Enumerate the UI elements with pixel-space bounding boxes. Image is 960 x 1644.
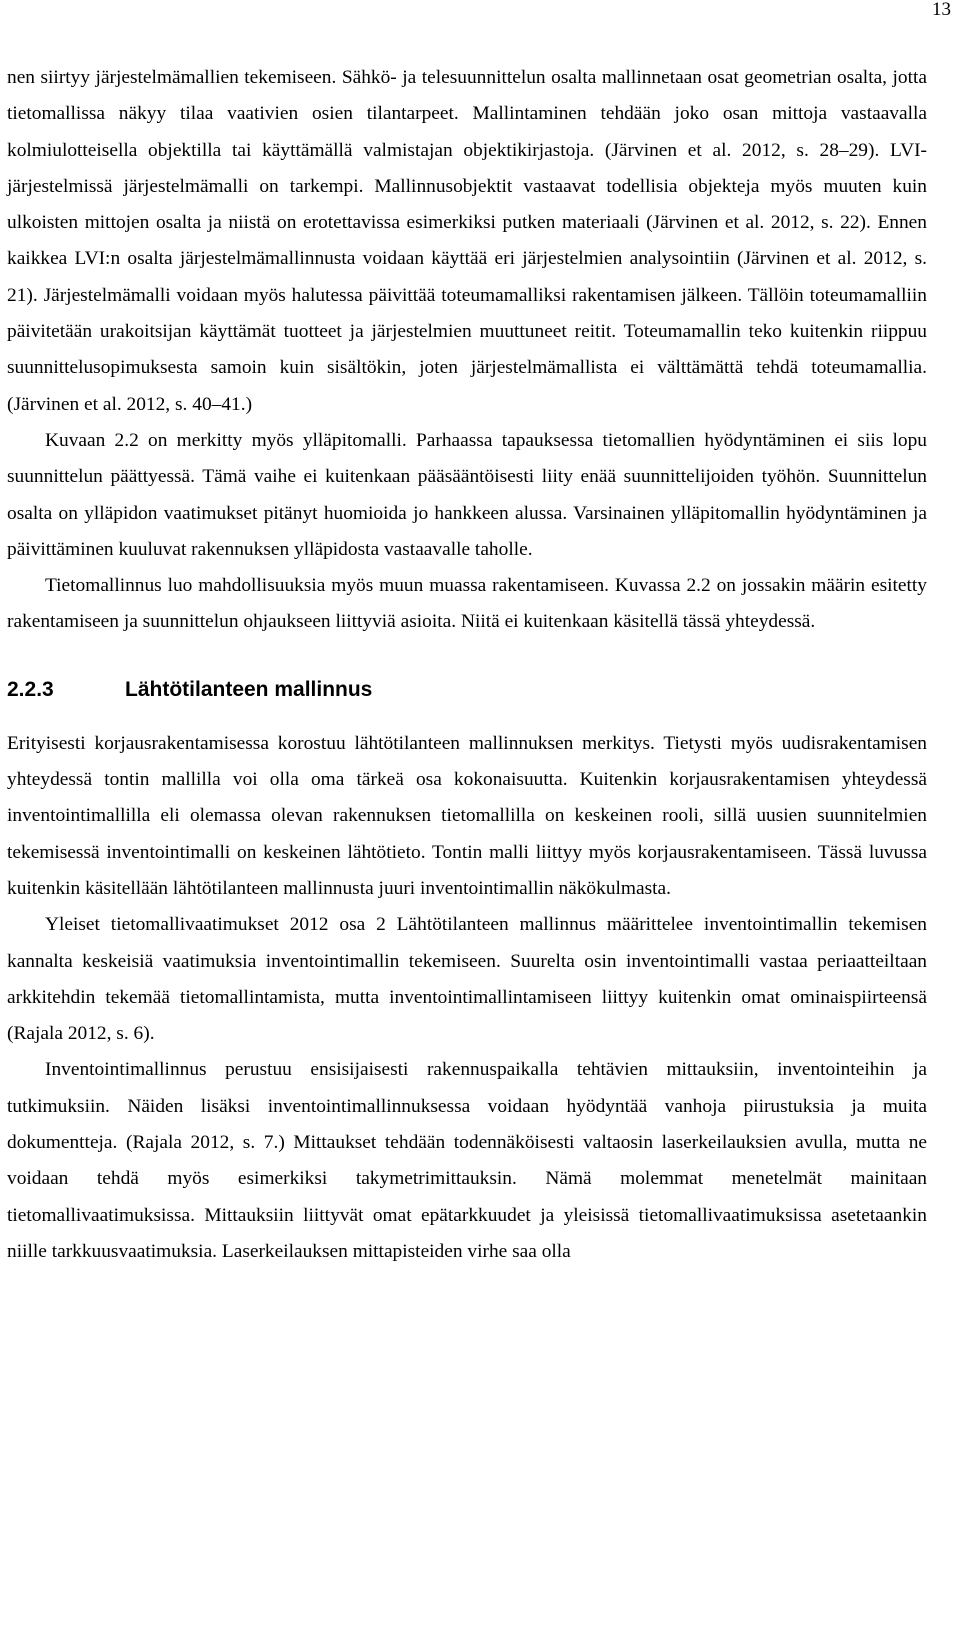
paragraph: Inventointimallinnus perustuu ensisijaisesti rakennuspaikalla tehtävien mittauksiin, inventointeihin ja tutkimuksiin. Näiden lisäksi inventointimallinnuksessa voidaan hyödyntää vanhoja piirustuksia ja muita dokumentteja. (Rajala 2012, s. 7.) Mittaukset tehdään todennäköisesti valtaosin laserkeilauksien avulla, mutta ne voidaan tehdä myös esimerkiksi takymetrimittauksin. Nämä molemmat menetelmät mainitaan tietomallivaatimuksissa. Mittauksiin liittyvät omat epätarkkuudet ja yleisissä tietomallivaatimuksissa asetetaankin niille tarkkuusvaatimuksia. Laserkeilauksen mittapisteiden virhe saa olla <box>7 1059 927 1262</box>
body-text <box>7 60 927 1270</box>
section-number: 2.2.3 <box>7 677 54 701</box>
paragraph: Erityisesti korjausrakentamisessa korostuu lähtötilanteen mallinnuksen merkitys. Tietysti myös uudisrakentamisen yhteydessä tontin mallilla voi olla oma tärkeä osa kokonaisuutta. Kuitenkin korjausrakentamisen yhteydessä inventointimallilla eli olemassa olevan rakennuksen tietomallilla on keskeinen rooli, sillä uusien suunnitelmien tekemisessä inventointimalli on keskeinen lähtötieto. Tontin malli liittyy myös korjausrakentamiseen. Tässä luvussa kuitenkin käsitellään lähtötilanteen mallinnusta juuri inventointimallin näkökulmasta. <box>7 732 927 899</box>
paragraph: Kuvaan 2.2 on merkitty myös ylläpitomalli. Parhaassa tapauksessa tietomallien hyödyntäminen ei siis lopu suunnittelun päättyessä. Tämä vaihe ei kuitenkaan pääsääntöisesti liity enää suunnittelijoiden työhön. Suunnittelun osalta on ylläpidon vaatimukset pitänyt huomioida jo hankkeen alussa. Varsinainen ylläpitomallin hyödyntäminen ja päivittäminen kuuluvat rakennuksen ylläpidosta vastaavalle taholle. <box>7 429 927 560</box>
paragraph: Yleiset tietomallivaatimukset 2012 osa 2 Lähtötilanteen mallinnus määrittelee inventointimallin tekemisen kannalta keskeisiä vaatimuksia inventointimallin tekemiseen. Suurelta osin inventointimalli vastaa periaatteiltaan arkkitehdin tekemää tietomallintamista, mutta inventointimallintamiseen liittyy kuitenkin omat ominaispiirteensä (Rajala 2012, s. 6). <box>7 914 927 1045</box>
paragraph: Tietomallinnus luo mahdollisuuksia myös muun muassa rakentamiseen. Kuvassa 2.2 on jossakin määrin esitetty rakentamiseen ja suunnittelun ohjaukseen liittyviä asioita. Niitä ei kuitenkaan käsitellä tässä yhteydessä. <box>7 575 927 633</box>
section-title: Lähtötilanteen mallinnus <box>125 677 373 701</box>
paragraph: nen siirtyy järjestelmämallien tekemiseen. Sähkö- ja telesuunnittelun osalta mallinnetaan osat geometrian osalta, jotta tietomallissa näkyy tilaa vaativien osien tilantarpeet. Mallintaminen tehdään joko osan mittoja vastaavalla kolmiulotteisella objektilla tai käyttämällä valmistajan objektikirjastoja. (Järvinen et al. 2012, s. 28–29). LVI-järjestelmissä järjestelmämalli on tarkempi. Mallinnusobjektit vastaavat todellisia objekteja myös muuten kuin ulkoisten mittojen osalta ja niistä on erotettavissa esimerkiksi putken materiaali (Järvinen et al. 2012, s. 22). Ennen kaikkea LVI:n osalta järjestelmämallinnusta voidaan käyttää eri järjestelmien analysointiin (Järvinen et al. 2012, s. 21). Järjestelmämalli voidaan myös halutessa päivittää toteumamalliksi rakentamisen jälkeen. Tällöin toteumamalliin päivitetään urakoitsijan käyttämät tuotteet ja järjestelmien muuttuneet reitit. Toteumamallin teko kuitenkin riippuu suunnittelusopimuksesta samoin kuin sisältökin, joten järjestelmämallista ei välttämättä tehdä toteumamallia. (Järvinen et al. 2012, s. 40–41.) <box>7 67 927 415</box>
page-number: 13 <box>932 0 951 20</box>
section-heading <box>7 675 927 705</box>
